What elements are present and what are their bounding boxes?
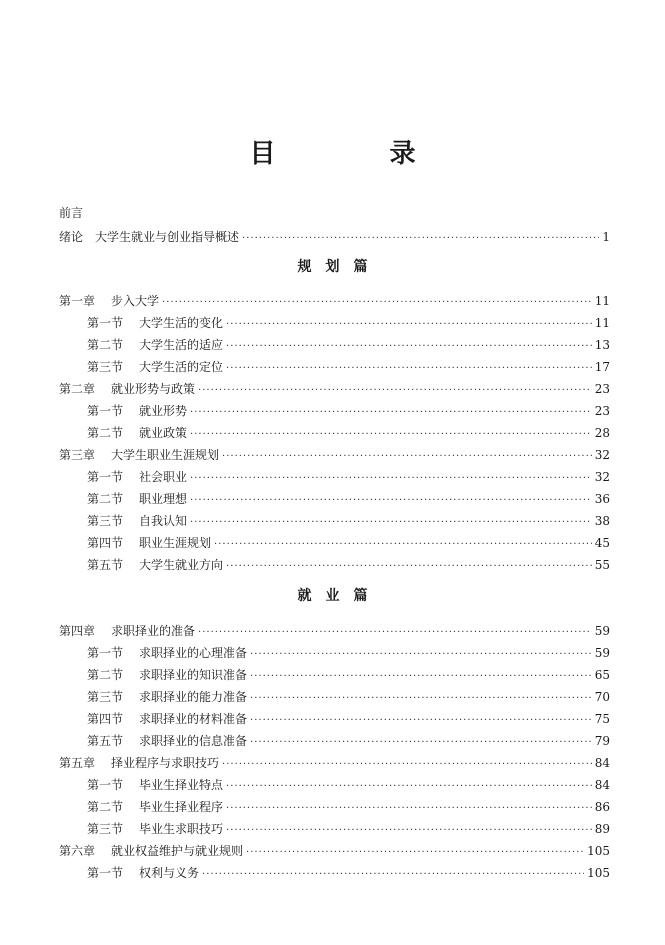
entry-number: 第五节 (87, 558, 124, 572)
entry-name: 步入大学 (111, 294, 160, 308)
entry-page: 84 (594, 778, 610, 792)
entry-number: 第二节 (87, 426, 124, 440)
entry-number: 第四节 (87, 712, 124, 726)
entry-name: 大学生活的定位 (139, 360, 224, 374)
entry-page: 59 (594, 624, 610, 638)
toc-section (87, 557, 610, 575)
entry-number: 第一节 (87, 470, 124, 484)
leader-dots (250, 647, 592, 663)
leader-dots (226, 317, 592, 333)
leader-dots (190, 515, 592, 531)
entry-name: 就业政策 (139, 426, 188, 440)
leader-dots (250, 691, 592, 707)
leader-dots (242, 231, 599, 247)
leader-dots (198, 625, 592, 641)
toc-section (87, 821, 610, 839)
entry-page: 23 (594, 404, 610, 418)
entry-name: 求职择业的知识准备 (139, 668, 248, 682)
entry-number: 第一章 (59, 294, 96, 308)
entry-page: 84 (594, 756, 610, 770)
intro-entry (59, 229, 610, 247)
leader-dots (226, 779, 592, 795)
part-heading-planning: 规划篇 (297, 259, 382, 275)
entry-page: 32 (594, 470, 610, 484)
entry-name: 大学生就业方向 (139, 558, 224, 572)
entry-page: 55 (594, 558, 610, 572)
intro-page: 1 (602, 230, 610, 244)
entry-name: 大学生活的适应 (139, 338, 224, 352)
entry-name: 毕业生择业程序 (139, 800, 224, 814)
entry-page: 36 (594, 492, 610, 506)
leader-dots (190, 493, 592, 509)
leader-dots (250, 713, 592, 729)
intro-name: 大学生就业与创业指导概述 (95, 230, 240, 244)
entry-number: 第三节 (87, 822, 124, 836)
leader-dots (246, 845, 584, 861)
entry-number: 第一节 (87, 646, 124, 660)
entry-number: 第五节 (87, 734, 124, 748)
entry-page: 59 (594, 646, 610, 660)
entry-number: 第六章 (59, 844, 96, 858)
entry-number: 第四节 (87, 536, 124, 550)
entry-page: 13 (594, 338, 610, 352)
entry-number: 第二节 (87, 492, 124, 506)
intro-number: 绪论 (59, 230, 84, 244)
toc-section (87, 733, 610, 751)
entry-name: 权利与义务 (139, 866, 200, 880)
leader-dots (190, 427, 592, 443)
leader-dots (250, 669, 592, 685)
entry-number: 第一节 (87, 404, 124, 418)
leader-dots (222, 449, 592, 465)
entry-number: 第一节 (87, 316, 124, 330)
leader-dots (226, 559, 592, 575)
entry-name: 毕业生求职技巧 (139, 822, 224, 836)
toc-section (87, 535, 610, 553)
entry-number: 第三章 (59, 448, 96, 462)
entry-name: 就业形势 (139, 404, 188, 418)
entry-page: 11 (594, 316, 610, 330)
toc-section (87, 337, 610, 355)
entry-page: 70 (594, 690, 610, 704)
part-heading-employment: 就业篇 (297, 588, 382, 604)
toc-section (87, 469, 610, 487)
entry-page: 65 (594, 668, 610, 682)
toc-section (87, 425, 610, 443)
leader-dots (198, 383, 592, 399)
page-title: 目 录 (249, 139, 460, 169)
entry-page: 105 (587, 866, 610, 880)
entry-number: 第一节 (87, 866, 124, 880)
leader-dots (226, 823, 592, 839)
toc-section (87, 645, 610, 663)
preface-entry: 前言 (59, 206, 84, 220)
entry-page: 23 (594, 382, 610, 396)
leader-dots (202, 867, 584, 883)
entry-page: 11 (594, 294, 610, 308)
entry-number: 第三节 (87, 690, 124, 704)
entry-name: 择业程序与求职技巧 (111, 756, 220, 770)
entry-page: 38 (594, 514, 610, 528)
toc-chapter (59, 381, 610, 399)
toc-section (87, 689, 610, 707)
entry-name: 大学生职业生涯规划 (111, 448, 220, 462)
toc-section (87, 711, 610, 729)
leader-dots (190, 471, 592, 487)
entry-number: 第二章 (59, 382, 96, 396)
toc-section (87, 491, 610, 509)
entry-page: 45 (594, 536, 610, 550)
entry-number: 第三节 (87, 514, 124, 528)
entry-number: 第四章 (59, 624, 96, 638)
toc-section (87, 513, 610, 531)
entry-name: 职业生涯规划 (139, 536, 212, 550)
toc-section (87, 865, 610, 883)
entry-name: 就业形势与政策 (111, 382, 196, 396)
entry-name: 求职择业的心理准备 (139, 646, 248, 660)
entry-number: 第五章 (59, 756, 96, 770)
entry-name: 求职择业的信息准备 (139, 734, 248, 748)
entry-name: 求职择业的材料准备 (139, 712, 248, 726)
toc-section (87, 315, 610, 333)
entry-name: 社会职业 (139, 470, 188, 484)
entry-page: 28 (594, 426, 610, 440)
entry-name: 职业理想 (139, 492, 188, 506)
entry-name: 求职择业的能力准备 (139, 690, 248, 704)
entry-page: 75 (594, 712, 610, 726)
toc-chapter (59, 843, 610, 861)
leader-dots (214, 537, 592, 553)
entry-number: 第二节 (87, 338, 124, 352)
toc-chapter (59, 623, 610, 641)
toc-section (87, 799, 610, 817)
entry-name: 毕业生择业特点 (139, 778, 224, 792)
leader-dots (250, 735, 592, 751)
leader-dots (226, 801, 592, 817)
entry-page: 105 (587, 844, 610, 858)
entry-number: 第二节 (87, 668, 124, 682)
toc-section (87, 777, 610, 795)
entry-page: 79 (594, 734, 610, 748)
leader-dots (226, 361, 592, 377)
entry-number: 第三节 (87, 360, 124, 374)
entry-page: 32 (594, 448, 610, 462)
entry-name: 求职择业的准备 (111, 624, 196, 638)
toc-section (87, 359, 610, 377)
entry-name: 自我认知 (139, 514, 188, 528)
toc-section (87, 667, 610, 685)
leader-dots (162, 295, 592, 311)
entry-name: 就业权益维护与就业规则 (111, 844, 244, 858)
toc-chapter (59, 755, 610, 773)
leader-dots (222, 757, 592, 773)
leader-dots (226, 339, 592, 355)
entry-page: 86 (594, 800, 610, 814)
entry-page: 89 (594, 822, 610, 836)
toc-chapter (59, 447, 610, 465)
entry-number: 第一节 (87, 778, 124, 792)
entry-name: 大学生活的变化 (139, 316, 224, 330)
entry-number: 第二节 (87, 800, 124, 814)
entry-page: 17 (594, 360, 610, 374)
toc-section (87, 403, 610, 421)
leader-dots (190, 405, 592, 421)
toc-chapter (59, 293, 610, 311)
